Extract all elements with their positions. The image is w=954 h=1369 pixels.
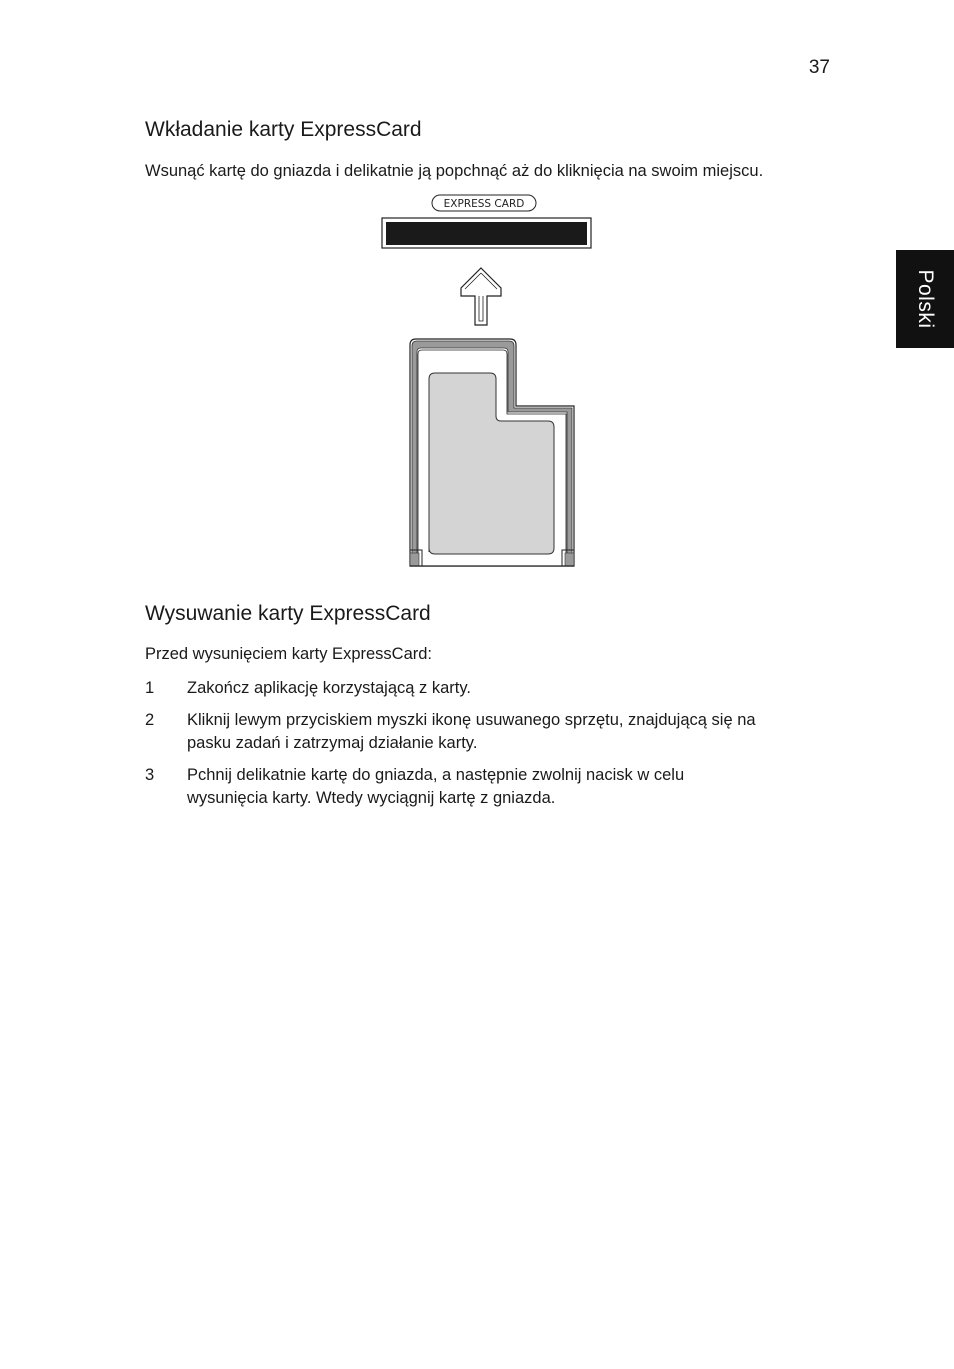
list-item (145, 764, 845, 810)
insert-heading: Wkładanie karty ExpressCard (145, 118, 422, 141)
card-label-area (429, 373, 554, 554)
expresscard-card (410, 339, 574, 566)
step-text: Zakończ aplikację korzystającą z karty. (187, 679, 471, 697)
expresscard-slot (382, 218, 591, 248)
slot-label (432, 195, 536, 211)
slot-opening (386, 222, 587, 245)
list-item (145, 709, 845, 755)
removal-steps (145, 677, 845, 819)
language-tab-label: Polski (914, 269, 937, 329)
slot-label-text: EXPRESS CARD (443, 198, 525, 210)
arrow-up-icon (461, 268, 501, 325)
page-number: 37 (808, 57, 830, 78)
remove-heading: Wysuwanie karty ExpressCard (145, 602, 431, 625)
expresscard-insertion-figure (0, 0, 954, 600)
step-number: 1 (145, 679, 155, 697)
insert-instruction: Wsunąć kartę do gniazda i delikatnie ją popchnąć aż do kliknięcia na swoim miejscu. (145, 162, 764, 180)
remove-intro: Przed wysunięciem karty ExpressCard: (145, 645, 433, 663)
step-text: Pchnij delikatnie kartę do gniazda, a następnie zwolnij nacisk w celu wysunięcia karty. Wtedy wyciągnij kartę z gniazda. (187, 766, 685, 807)
list-item (145, 677, 845, 700)
step-number: 3 (145, 766, 155, 784)
step-text: Kliknij lewym przyciskiem myszki ikonę usuwanego sprzętu, znajdującą się na pasku zadań i zatrzymaj działanie karty. (187, 711, 756, 752)
step-number: 2 (145, 711, 155, 729)
